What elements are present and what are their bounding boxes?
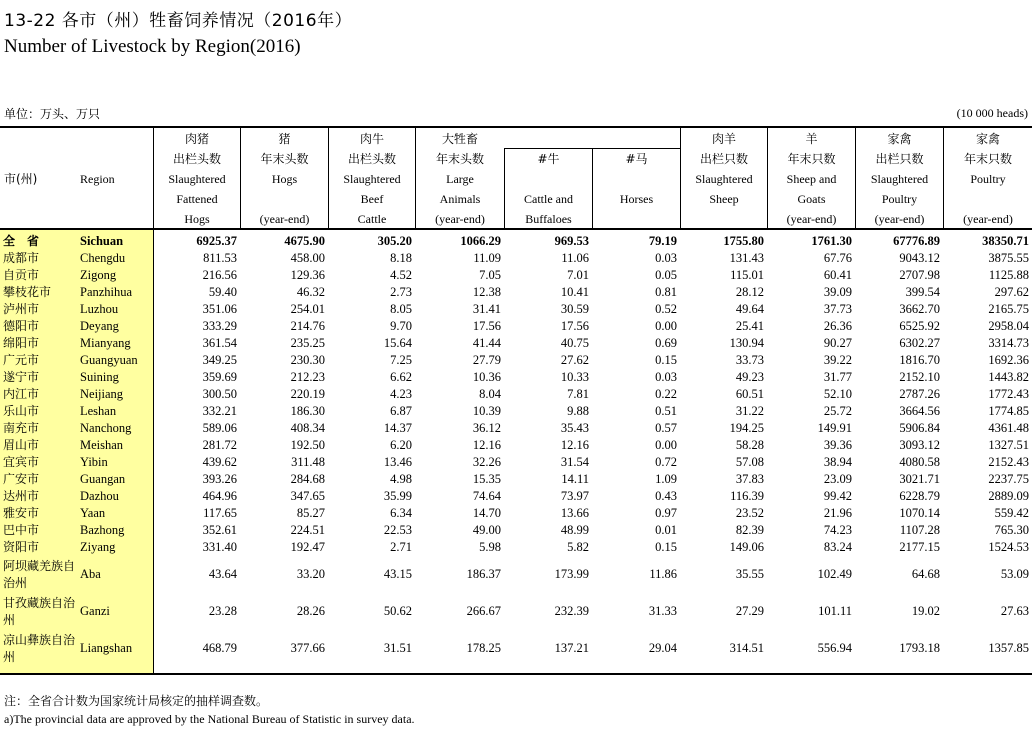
table-cell: 60.41 [823, 268, 852, 282]
table-cell: 40.75 [560, 336, 589, 350]
table-cell: 212.23 [290, 370, 325, 384]
table-cell: 41.44 [472, 336, 501, 350]
table-cell: 1070.14 [899, 506, 940, 520]
table-cell: 0.57 [655, 421, 677, 435]
table-cell: 1125.88 [988, 268, 1029, 282]
table-cell: 31.51 [383, 641, 412, 655]
table-cell: 2.71 [390, 540, 412, 554]
header-city: 市(州) [4, 172, 38, 186]
table-cell: 31.54 [560, 455, 589, 469]
table-cell: 3664.56 [899, 404, 940, 418]
region-name-chinese: 眉山市 [3, 438, 40, 452]
region-name-chinese: 自贡市 [3, 268, 40, 282]
table-cell: 7.81 [567, 387, 589, 401]
table-cell: 1761.30 [811, 234, 852, 248]
table-cell: 13.46 [383, 455, 412, 469]
table-cell: 27.63 [1000, 604, 1029, 618]
table-cell: 349.25 [202, 353, 237, 367]
table-cell: 38350.71 [982, 234, 1029, 248]
table-cell: 7.25 [390, 353, 412, 367]
table-cell: 254.01 [290, 302, 325, 316]
table-cell: 216.56 [202, 268, 237, 282]
table-cell: 2958.04 [988, 319, 1029, 333]
region-name-chinese: 巴中市 [3, 523, 40, 537]
table-cell: 23.09 [823, 472, 852, 486]
table-cell: 1524.53 [988, 540, 1029, 554]
region-name-english: Bazhong [80, 523, 125, 537]
region-name-english: Zigong [80, 268, 117, 282]
table-cell: 11.06 [561, 251, 589, 265]
table-cell: 149.91 [817, 421, 852, 435]
header-region: Region [80, 172, 115, 186]
table-title-english: Number of Livestock by Region(2016) [4, 36, 301, 57]
table-cell: 3875.55 [988, 251, 1029, 265]
table-cell: 1443.82 [988, 370, 1029, 384]
table-cell: 74.64 [472, 489, 501, 503]
region-name-english: Meishan [80, 438, 124, 452]
table-cell: 85.27 [296, 506, 325, 520]
table-cell: 2787.26 [899, 387, 940, 401]
region-name-english: Liangshan [80, 641, 133, 655]
table-cell: 31.33 [648, 604, 677, 618]
region-name-chinese: 攀枝花市 [3, 285, 52, 299]
region-name-chinese: 泸州市 [3, 302, 40, 316]
table-cell: 35.55 [735, 567, 764, 581]
table-cell: 73.97 [560, 489, 589, 503]
table-row [0, 471, 1032, 488]
table-cell: 331.40 [202, 540, 237, 554]
table-cell: 33.73 [735, 353, 764, 367]
table-cell: 7.05 [479, 268, 501, 282]
table-cell: 765.30 [994, 523, 1029, 537]
region-name-chinese: 南充市 [3, 421, 40, 435]
table-cell: 458.00 [290, 251, 325, 265]
table-cell: 361.54 [202, 336, 237, 350]
table-cell: 25.72 [823, 404, 852, 418]
region-name-english: Neijiang [80, 387, 124, 401]
table-cell: 556.94 [817, 641, 852, 655]
table-cell: 25.41 [735, 319, 764, 333]
livestock-table [0, 233, 1032, 667]
table-row-total [0, 233, 1032, 250]
region-name-chinese: 阿坝藏羌族自治州 [3, 558, 76, 590]
table-row [0, 284, 1032, 301]
table-cell: 1793.18 [899, 641, 940, 655]
table-cell: 359.69 [202, 370, 237, 384]
table-cell: 13.66 [560, 506, 589, 520]
region-name-chinese: 乐山市 [3, 404, 40, 418]
table-row [0, 369, 1032, 386]
table-cell: 192.50 [290, 438, 325, 452]
table-cell: 59.40 [208, 285, 237, 299]
table-cell: 23.28 [208, 604, 237, 618]
table-cell: 297.62 [994, 285, 1029, 299]
table-cell: 2707.98 [899, 268, 940, 282]
region-name-chinese: 凉山彝族自治州 [3, 632, 76, 664]
table-row [0, 593, 1032, 630]
table-cell: 377.66 [290, 641, 325, 655]
table-cell: 57.08 [735, 455, 764, 469]
region-name-chinese: 宜宾市 [3, 455, 40, 469]
table-cell: 0.00 [655, 319, 677, 333]
table-cell: 6.34 [390, 506, 412, 520]
table-cell: 0.81 [655, 285, 677, 299]
region-name-chinese: 甘孜藏族自治州 [3, 595, 76, 627]
table-cell: 1816.70 [899, 353, 940, 367]
table-cell: 0.22 [655, 387, 677, 401]
table-cell: 14.11 [561, 472, 589, 486]
table-cell: 90.27 [823, 336, 852, 350]
table-row [0, 437, 1032, 454]
table-cell: 186.30 [290, 404, 325, 418]
region-name-english: Mianyang [80, 336, 131, 350]
table-cell: 4361.48 [988, 421, 1029, 435]
table-cell: 1772.43 [988, 387, 1029, 401]
region-name-english: Sichuan [80, 234, 124, 248]
table-cell: 43.15 [383, 567, 412, 581]
table-cell: 3662.70 [899, 302, 940, 316]
region-name-english: Yibin [80, 455, 108, 469]
region-name-english: Nanchong [80, 421, 132, 435]
table-cell: 39.09 [823, 285, 852, 299]
table-cell: 468.79 [202, 641, 237, 655]
table-cell: 1066.29 [460, 234, 501, 248]
table-cell: 1327.51 [988, 438, 1029, 452]
table-cell: 351.06 [202, 302, 237, 316]
table-cell: 0.52 [655, 302, 677, 316]
table-cell: 300.50 [202, 387, 237, 401]
unit-label-chinese: 单位：万头、万只 [4, 107, 101, 121]
table-cell: 5906.84 [899, 421, 940, 435]
table-cell: 214.76 [290, 319, 325, 333]
table-cell: 281.72 [202, 438, 237, 452]
table-cell: 131.43 [729, 251, 764, 265]
table-cell: 393.26 [202, 472, 237, 486]
table-cell: 3093.12 [899, 438, 940, 452]
table-row [0, 386, 1032, 403]
table-row [0, 352, 1032, 369]
region-name-chinese: 遂宁市 [3, 370, 40, 384]
table-cell: 9043.12 [899, 251, 940, 265]
table-cell: 224.51 [290, 523, 325, 537]
region-name-english: Luzhou [80, 302, 119, 316]
table-cell: 1357.85 [988, 641, 1029, 655]
region-name-english: Guangyuan [80, 353, 138, 367]
region-name-chinese: 广元市 [3, 353, 40, 367]
table-cell: 49.23 [735, 370, 764, 384]
table-row [0, 335, 1032, 352]
region-name-english: Ganzi [80, 604, 110, 618]
table-cell: 8.05 [390, 302, 412, 316]
region-name-english: Yaan [80, 506, 106, 520]
table-cell: 352.61 [202, 523, 237, 537]
table-cell: 0.72 [655, 455, 677, 469]
table-cell: 31.77 [823, 370, 852, 384]
table-cell: 6525.92 [899, 319, 940, 333]
table-cell: 0.00 [655, 438, 677, 452]
table-cell: 8.18 [390, 251, 412, 265]
table-cell: 12.16 [560, 438, 589, 452]
table-cell: 7.01 [567, 268, 589, 282]
table-cell: 60.51 [735, 387, 764, 401]
table-cell: 0.97 [655, 506, 677, 520]
table-cell: 26.36 [823, 319, 852, 333]
table-row [0, 301, 1032, 318]
table-cell: 48.99 [560, 523, 589, 537]
table-cell: 17.56 [472, 319, 501, 333]
table-cell: 6228.79 [899, 489, 940, 503]
region-name-english: Aba [80, 567, 101, 581]
region-name-english: Leshan [80, 404, 117, 418]
table-row [0, 556, 1032, 593]
table-cell: 347.65 [290, 489, 325, 503]
footnote-chinese: 注：全省合计数为国家统计局核定的抽样调查数。 [4, 694, 269, 708]
table-cell: 408.34 [290, 421, 325, 435]
table-cell: 14.70 [472, 506, 501, 520]
table-cell: 6.20 [390, 438, 412, 452]
table-cell: 0.15 [655, 540, 677, 554]
region-name-english: Suining [80, 370, 119, 384]
table-cell: 0.05 [655, 268, 677, 282]
table-cell: 21.96 [823, 506, 852, 520]
table-cell: 49.00 [472, 523, 501, 537]
table-cell: 15.35 [472, 472, 501, 486]
table-cell: 9.70 [390, 319, 412, 333]
region-name-english: Ziyang [80, 540, 116, 554]
table-cell: 52.10 [823, 387, 852, 401]
table-cell: 0.01 [655, 523, 677, 537]
region-name-english: Dazhou [80, 489, 119, 503]
table-cell: 4.23 [390, 387, 412, 401]
table-cell: 4.52 [390, 268, 412, 282]
table-cell: 39.22 [823, 353, 852, 367]
table-cell: 37.83 [735, 472, 764, 486]
region-name-english: Deyang [80, 319, 119, 333]
region-name-english: Guangan [80, 472, 126, 486]
table-cell: 67776.89 [893, 234, 940, 248]
table-cell: 27.79 [472, 353, 501, 367]
table-row [0, 250, 1032, 267]
region-name-chinese: 广安市 [3, 472, 40, 486]
header-top-rule [0, 126, 1032, 128]
table-cell: 50.62 [383, 604, 412, 618]
table-cell: 149.06 [729, 540, 764, 554]
table-cell: 3021.71 [899, 472, 940, 486]
table-cell: 15.64 [383, 336, 412, 350]
table-cell: 30.59 [560, 302, 589, 316]
table-cell: 439.62 [202, 455, 237, 469]
table-cell: 11.09 [473, 251, 501, 265]
region-name-chinese: 内江市 [3, 387, 40, 401]
table-cell: 2889.09 [988, 489, 1029, 503]
unit-label-english: (10 000 heads) [956, 106, 1028, 120]
table-cell: 17.56 [560, 319, 589, 333]
table-cell: 464.96 [202, 489, 237, 503]
table-cell: 4080.58 [899, 455, 940, 469]
table-cell: 33.20 [296, 567, 325, 581]
table-cell: 2152.43 [988, 455, 1029, 469]
table-cell: 969.53 [554, 234, 589, 248]
table-cell: 333.29 [202, 319, 237, 333]
footnote-english: a)The provincial data are approved by the National Bureau of Statistic in survey data. [4, 712, 415, 726]
table-cell: 35.43 [560, 421, 589, 435]
table-cell: 27.62 [560, 353, 589, 367]
table-cell: 284.68 [290, 472, 325, 486]
region-name-chinese: 成都市 [3, 251, 40, 265]
region-name-chinese: 全 省 [3, 234, 40, 248]
region-name-english: Panzhihua [80, 285, 133, 299]
table-cell: 31.41 [472, 302, 501, 316]
region-name-chinese: 资阳市 [3, 540, 40, 554]
table-cell: 64.68 [911, 567, 940, 581]
table-cell: 28.26 [296, 604, 325, 618]
table-row [0, 630, 1032, 667]
table-cell: 43.64 [208, 567, 237, 581]
table-cell: 58.28 [735, 438, 764, 452]
table-cell: 32.26 [472, 455, 501, 469]
table-cell: 178.25 [466, 641, 501, 655]
table-cell: 192.47 [290, 540, 325, 554]
table-cell: 314.51 [729, 641, 764, 655]
region-name-english: Chengdu [80, 251, 126, 265]
table-cell: 117.65 [203, 506, 237, 520]
table-cell: 3314.73 [988, 336, 1029, 350]
table-cell: 0.51 [655, 404, 677, 418]
table-cell: 10.36 [472, 370, 501, 384]
table-cell: 38.94 [823, 455, 852, 469]
table-cell: 232.39 [554, 604, 589, 618]
table-cell: 6925.37 [196, 234, 237, 248]
table-row [0, 505, 1032, 522]
table-cell: 82.39 [735, 523, 764, 537]
table-row [0, 420, 1032, 437]
table-cell: 9.88 [567, 404, 589, 418]
table-cell: 0.43 [655, 489, 677, 503]
table-cell: 5.82 [567, 540, 589, 554]
table-cell: 4675.90 [284, 234, 325, 248]
table-cell: 10.33 [560, 370, 589, 384]
table-cell: 266.67 [466, 604, 501, 618]
table-cell: 130.94 [729, 336, 764, 350]
table-cell: 8.04 [479, 387, 501, 401]
table-cell: 235.25 [290, 336, 325, 350]
table-cell: 0.03 [655, 370, 677, 384]
table-cell: 49.64 [735, 302, 764, 316]
region-name-chinese: 达州市 [3, 489, 40, 503]
table-cell: 311.48 [291, 455, 325, 469]
table-cell: 37.73 [823, 302, 852, 316]
table-cell: 6302.27 [899, 336, 940, 350]
table-row [0, 318, 1032, 335]
table-row [0, 403, 1032, 420]
table-cell: 22.53 [383, 523, 412, 537]
table-cell: 1107.28 [899, 523, 940, 537]
table-cell: 102.49 [817, 567, 852, 581]
table-cell: 11.86 [649, 567, 677, 581]
table-cell: 31.22 [735, 404, 764, 418]
table-row [0, 267, 1032, 284]
table-cell: 6.62 [390, 370, 412, 384]
table-cell: 4.98 [390, 472, 412, 486]
table-title-chinese: 13-22 各市（州）牲畜饲养情况（2016年） [4, 11, 353, 31]
table-cell: 10.39 [472, 404, 501, 418]
table-cell: 6.87 [390, 404, 412, 418]
table-cell: 559.42 [994, 506, 1029, 520]
table-cell: 811.53 [203, 251, 237, 265]
table-cell: 2165.75 [988, 302, 1029, 316]
table-cell: 27.29 [735, 604, 764, 618]
table-cell: 19.02 [911, 604, 940, 618]
table-cell: 53.09 [1000, 567, 1029, 581]
table-cell: 2237.75 [988, 472, 1029, 486]
region-name-chinese: 绵阳市 [3, 336, 40, 350]
table-cell: 0.15 [655, 353, 677, 367]
table-cell: 2177.15 [899, 540, 940, 554]
region-name-chinese: 雅安市 [3, 506, 40, 520]
table-cell: 23.52 [735, 506, 764, 520]
table-cell: 12.38 [472, 285, 501, 299]
table-cell: 137.21 [554, 641, 589, 655]
table-cell: 116.39 [730, 489, 764, 503]
table-cell: 1.09 [655, 472, 677, 486]
table-row [0, 454, 1032, 471]
table-cell: 10.41 [560, 285, 589, 299]
table-cell: 35.99 [383, 489, 412, 503]
table-bottom-rule [0, 673, 1032, 675]
table-row [0, 522, 1032, 539]
table-cell: 399.54 [905, 285, 940, 299]
table-cell: 83.24 [823, 540, 852, 554]
region-name-chinese: 德阳市 [3, 319, 40, 333]
table-cell: 14.37 [383, 421, 412, 435]
table-cell: 1774.85 [988, 404, 1029, 418]
table-cell: 220.19 [290, 387, 325, 401]
table-cell: 589.06 [202, 421, 237, 435]
table-cell: 2.73 [390, 285, 412, 299]
table-cell: 46.32 [296, 285, 325, 299]
table-cell: 0.03 [655, 251, 677, 265]
table-cell: 99.42 [823, 489, 852, 503]
table-cell: 5.98 [479, 540, 501, 554]
table-cell: 28.12 [735, 285, 764, 299]
table-cell: 115.01 [730, 268, 764, 282]
table-cell: 1692.36 [988, 353, 1029, 367]
table-cell: 101.11 [818, 604, 852, 618]
table-cell: 67.76 [823, 251, 852, 265]
table-cell: 74.23 [823, 523, 852, 537]
table-cell: 194.25 [729, 421, 764, 435]
table-cell: 332.21 [202, 404, 237, 418]
table-row [0, 539, 1032, 556]
table-cell: 12.16 [472, 438, 501, 452]
table-cell: 2152.10 [899, 370, 940, 384]
table-cell: 39.36 [823, 438, 852, 452]
table-cell: 29.04 [648, 641, 677, 655]
table-cell: 0.69 [655, 336, 677, 350]
table-row [0, 488, 1032, 505]
table-cell: 79.19 [648, 234, 677, 248]
table-cell: 305.20 [377, 234, 412, 248]
table-cell: 173.99 [554, 567, 589, 581]
table-cell: 186.37 [466, 567, 501, 581]
table-cell: 230.30 [290, 353, 325, 367]
table-cell: 1755.80 [723, 234, 764, 248]
table-cell: 129.36 [290, 268, 325, 282]
table-cell: 36.12 [472, 421, 501, 435]
